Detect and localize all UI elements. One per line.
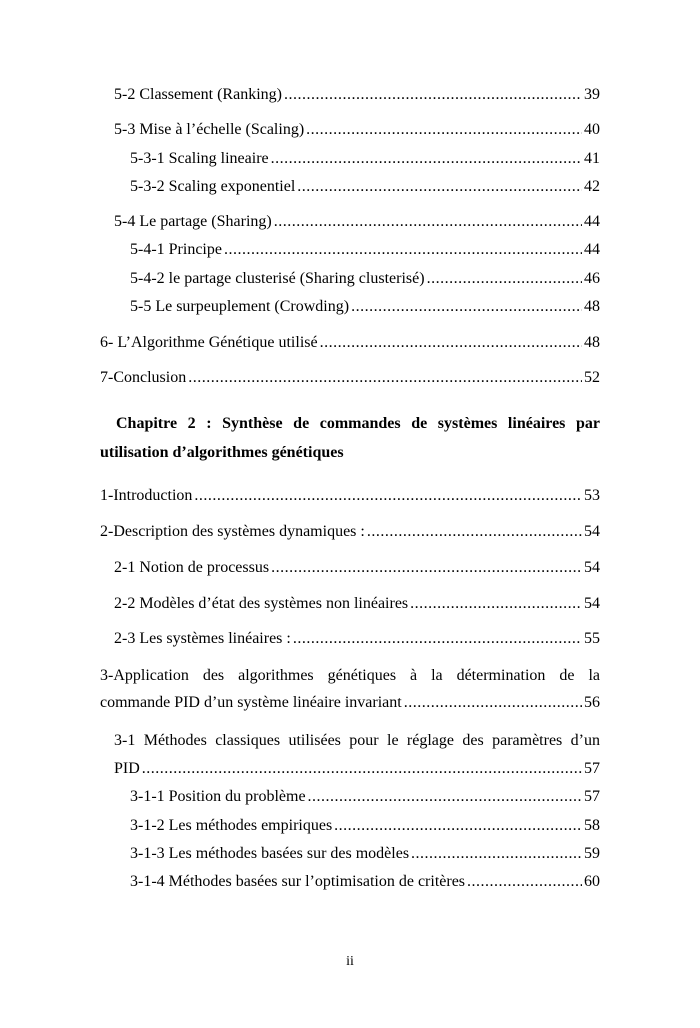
- toc-entry-page: 56: [584, 694, 600, 711]
- toc-entry-page: 44: [584, 213, 600, 230]
- dot-leader: [427, 270, 582, 288]
- toc-entry-title: 6- L’Algorithme Génétique utilisé: [100, 334, 318, 351]
- toc-entry[interactable]: [114, 213, 600, 231]
- toc-entry-title: 1-Introduction: [100, 487, 193, 504]
- dot-leader: [308, 788, 582, 806]
- toc-entry[interactable]: [114, 595, 600, 613]
- toc-entry[interactable]: [130, 298, 600, 316]
- dot-leader: [410, 595, 582, 613]
- toc-entry-page: 41: [584, 150, 600, 167]
- toc-entry-page: 57: [584, 760, 600, 777]
- toc-entry-title: 3-1-3 Les méthodes basées sur des modèles: [130, 845, 410, 862]
- toc-entry[interactable]: [130, 270, 600, 288]
- dot-leader: [142, 760, 582, 778]
- toc-entry-title: 2-3 Les systèmes linéaires :: [114, 630, 291, 647]
- dot-leader: [367, 523, 582, 541]
- page-number: ii: [346, 954, 354, 969]
- dot-leader: [271, 559, 582, 577]
- toc-entry[interactable]: [130, 873, 600, 891]
- toc-entry-page: 40: [584, 121, 600, 138]
- toc-entry[interactable]: [100, 523, 600, 541]
- toc-entry-title: 5-5 Le surpeuplement (Crowding): [130, 298, 350, 315]
- toc-entry[interactable]: [114, 760, 600, 778]
- dot-leader: [467, 873, 582, 891]
- toc-entry-title: 7-Conclusion: [100, 369, 187, 386]
- toc-entry-title: 5-2 Classement (Ranking): [114, 86, 282, 103]
- dot-leader: [224, 241, 582, 259]
- toc-entry[interactable]: [130, 788, 600, 806]
- toc-entry-title: 5-3 Mise à l’échelle (Scaling): [114, 121, 305, 138]
- toc-entry-title: 2-2 Modèles d’état des systèmes non linéaires: [114, 595, 409, 612]
- dot-leader: [271, 150, 582, 168]
- toc-entry[interactable]: [114, 121, 600, 139]
- toc-entry[interactable]: [130, 241, 600, 259]
- dot-leader: [404, 694, 582, 712]
- dot-leader: [194, 487, 582, 505]
- toc-entry-page: 54: [584, 523, 600, 540]
- dot-leader: [188, 369, 582, 387]
- toc-entry-title: 3-1-1 Position du problème: [130, 788, 306, 805]
- dot-leader: [274, 213, 582, 231]
- dot-leader: [351, 298, 582, 316]
- toc-entry-page: 59: [584, 845, 600, 862]
- toc-entry-title: 5-4-1 Principe: [130, 241, 222, 258]
- toc-entry-title: 5-4-2 le partage clusterisé (Sharing clusterisé): [130, 270, 425, 287]
- toc-entry[interactable]: [130, 150, 600, 168]
- toc-entry-page: 42: [584, 178, 600, 195]
- toc-entry-page: 48: [584, 334, 600, 351]
- toc-entry-page: 57: [584, 788, 600, 805]
- toc-entry-page: 44: [584, 241, 600, 258]
- toc-entry-wrapped-line: 3-Application des algorithmes génétiques à la détermination de la: [100, 667, 600, 684]
- toc-entry-page: 58: [584, 817, 600, 834]
- toc-entry-title: commande PID d’un système linéaire invariant: [100, 694, 402, 711]
- toc-entry-title: 3-1-4 Méthodes basées sur l’optimisation de critères: [130, 873, 466, 890]
- toc-entry-page: 48: [584, 298, 600, 315]
- toc-entry-wrapped-line: 3-1 Méthodes classiques utilisées pour le réglage des paramètres d’un: [114, 732, 600, 749]
- chapter-heading-line2: utilisation d’algorithmes génétiques: [100, 444, 344, 461]
- dot-leader: [320, 334, 582, 352]
- toc-entry[interactable]: [100, 369, 600, 387]
- toc-entry[interactable]: [114, 86, 600, 104]
- toc-entry-page: 60: [584, 873, 600, 890]
- toc-entry-page: 54: [584, 559, 600, 576]
- toc-entry[interactable]: [130, 178, 600, 196]
- dot-leader: [284, 86, 582, 104]
- toc-entry-page: 39: [584, 86, 600, 103]
- chapter-heading-line1: Chapitre 2 : Synthèse de commandes de systèmes linéaires par: [116, 415, 600, 432]
- toc-entry-title: 5-4 Le partage (Sharing): [114, 213, 272, 230]
- toc-entry-page: 53: [584, 487, 600, 504]
- toc-entry-page: 46: [584, 270, 600, 287]
- toc-entry-page: 55: [584, 630, 600, 647]
- dot-leader: [293, 630, 582, 648]
- toc-entry[interactable]: [130, 845, 600, 863]
- toc-entry-title: 3-1-2 Les méthodes empiriques: [130, 817, 333, 834]
- toc-entry-title: PID: [114, 760, 140, 777]
- toc-entry-page: 54: [584, 595, 600, 612]
- dot-leader: [334, 817, 582, 835]
- toc-entry-title: 5-3-1 Scaling lineaire: [130, 150, 269, 167]
- toc-entry[interactable]: [100, 487, 600, 505]
- toc-entry[interactable]: [100, 694, 600, 712]
- toc-entry[interactable]: [100, 334, 600, 352]
- dot-leader: [411, 845, 582, 863]
- toc-entry[interactable]: [114, 559, 600, 577]
- toc-entry[interactable]: [130, 817, 600, 835]
- toc-entry-page: 52: [584, 369, 600, 386]
- toc-entry-title: 5-3-2 Scaling exponentiel: [130, 178, 296, 195]
- toc-entry-title: 2-1 Notion de processus: [114, 559, 270, 576]
- dot-leader: [297, 178, 582, 196]
- toc-entry[interactable]: [114, 630, 600, 648]
- toc-entry-title: 2-Description des systèmes dynamiques :: [100, 523, 365, 540]
- dot-leader: [306, 121, 582, 139]
